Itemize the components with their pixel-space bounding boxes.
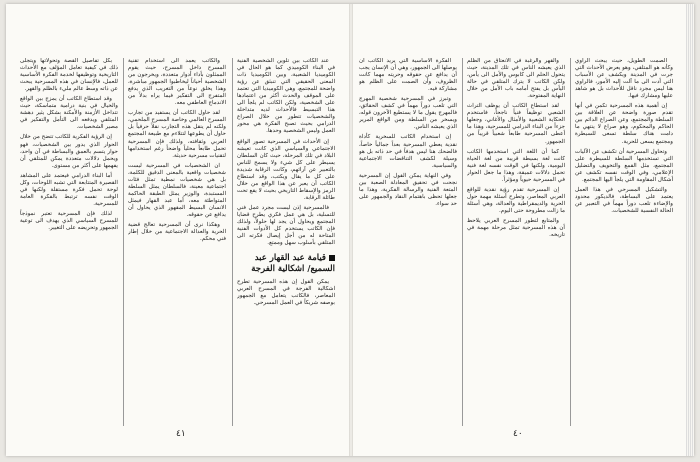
right-page-column-left xyxy=(359,58,457,211)
paragraph: إن الرؤية الفكرية للكاتب تتضح من خلال الحوار الذي يدور بين الشخصيات، فهو حوار يتسم بالعمق والبساطة في آن واحد، ويحمل دلالات متعددة يمكن للمتلقي أن يفهمها على أكثر من مستوى. xyxy=(20,134,118,169)
paragraph: إن استخدام الكاتب للسخرية كأداة نقدية يعطي المسرحية بعداً جمالياً خاصاً، فالضحك هنا ليس هدفاً في حد ذاته بل هو وسيلة لكشف التناقضات الاجتماعية والسياسية. xyxy=(359,134,457,169)
section-title: قيامة عبد القهار عبد السميع/ اشكالية الفرجة xyxy=(251,253,335,275)
paragraph: وهكذا نرى أن المسرحية تعالج قضية الحرية والعدالة الاجتماعية من خلال إطار فني محكم. xyxy=(128,222,226,243)
column-rule xyxy=(123,58,124,426)
page-stack-edge xyxy=(686,4,694,456)
paragraph: أما البناء الدرامي فيعتمد على المشاهد القصيرة المتتابعة التي تشبه اللوحات، وكل لوحة تحمل فكرة مستقلة ولكنها في الوقت نفسه ترتبط بالفكرة العامة للمسرحية. xyxy=(20,172,118,207)
paragraph: الصمت الطويل، حيث يبحث الراوي وكأنه هو المتلقي، وهو يعرض الأحداث التي جرت في المدينة ويكشف عن الأسباب التي أدت الى ما آلت إليه الأمور، فالراوي هنا ليس مجرد ناقل للأحداث بل هو شاهد عليها ومشارك فيها. xyxy=(575,58,673,100)
left-page xyxy=(6,4,349,456)
square-bullet-icon xyxy=(329,255,335,261)
right-page-column-right xyxy=(575,58,673,218)
left-page-column-right xyxy=(237,58,335,310)
column-rule xyxy=(462,58,463,426)
paragraph: والمتابع لتطور المسرح العربي يلاحظ أن هذه المسرحية تمثل مرحلة مهمة في تاريخه. xyxy=(467,217,565,239)
paragraph: وتحاول المسرحية أن تكشف عن الآليات التي تستخدمها السلطة للسيطرة على المجتمع، مثل القمع والتخويف والتضليل الإعلامي، وفي الوقت نفسه تكشف عن أشكال المقاومة التي يلجأ اليها المجتمع. xyxy=(575,148,673,183)
section-heading xyxy=(237,253,335,275)
page-number: ٤١ xyxy=(176,429,186,439)
paragraph: لذلك فإن المسرحية تعتبر نموذجاً للمسرح السياسي الذي يهدف الى توعية الجمهور وتحريضه على التغيير. xyxy=(20,210,118,232)
paragraph: إن المسرحية تقدم رؤية نقدية للواقع العربي المعاصر، وتطرح أسئلة مهمة حول الحرية والديمقراطية والعدالة، وهي أسئلة ما زالت مطروحة حتى اليوم. xyxy=(467,186,565,214)
column-rule xyxy=(570,58,571,426)
left-page-column-left xyxy=(20,58,118,235)
right-page-column-middle xyxy=(467,58,565,242)
paragraph: والكاتب يعمد الى استخدام تقنية المسرح داخل المسرح، حيث يقوم الممثلون بأداء أدوار متعددة، ويخرجون من الشخصية أحياناً ليخاطبوا الجمهور مباشرة، وهذا يخلق نوعاً من التغريب الذي يدفع المتفرج الى التفكير فيما يراه بدلاً من الاندماج العاطفي معه. xyxy=(128,58,226,107)
paragraph: عند الكاتب بين تلوين الشخصية الفنية في البناء الكوميدي كما هو الحال في الكوميديا الشعبية، وبين الكوميديا ذات المعنى الحقيقي التي تنبثق عن رؤية واضحة للمجتمع، وهي الكوميديا التي تعتمد على الموقف والحدث أكثر من اعتمادها على الشخصية، ولكن الكاتب لم يلجأ الى هذا التبسيط فالأحداث لديه متداخلة والشخصيات تتطور من خلال الصراع الدرامي بحيث تصبح الفكرة هي محور العمل وليس الشخصية وحدها. xyxy=(237,58,335,135)
paragraph: إن أهمية هذه المسرحية تكمن في أنها تقدم صورة واضحة عن العلاقة بين السلطة والمجتمع، وعن الصراع الدائم بين الحاكم والمحكوم، وهو صراع لا ينتهي ما دامت هناك سلطة تسعى للسيطرة ومجتمع يسعى للحرية. xyxy=(575,103,673,145)
right-page xyxy=(353,4,686,456)
book-spread xyxy=(6,4,694,456)
paragraph: كما أن اللغة التي استخدمها الكاتب كانت لغة بسيطة قريبة من لغة الحياة اليومية، ولكنها في الوقت نفسه لغة فنية تحمل دلالات عميقة، وهذا ما جعل الحوار في المسرحية حيوياً ومؤثراً. xyxy=(467,148,565,183)
paragraph: الفكرة الأساسية التي يريد الكاتب أن يوصلها الى الجمهور، وهي أن الإنسان يجب أن يدافع عن حقوقه وحريته مهما كانت الظروف، وأن الصمت على الظلم هو مشاركة فيه. xyxy=(359,58,457,93)
paragraph: وفي النهاية يمكن القول إن المسرحية نجحت في تحقيق المعادلة الصعبة بين المتعة الفنية والرسالة الفكرية، وهذا ما جعلها تحظى باهتمام النقاد والجمهور على حد سواء. xyxy=(359,172,457,207)
paragraph: يمكن القول إن هذه المسرحية تطرح اشكالية الفرجة في المسرح العربي المعاصر، فالكاتب يتعامل مع الجمهور بوصفه شريكاً في العمل المسرحي. xyxy=(237,279,335,307)
paragraph: وتبرز في المسرحية شخصية المهرج التي تلعب دوراً مهماً في كشف الحقائق، فالمهرج يقول ما لا يستطيع الآخرون قوله، ويسخر من السلطة ومن الواقع المرير الذي يعيشه الناس. xyxy=(359,96,457,131)
page-number: ٤٠ xyxy=(513,429,523,439)
paragraph: وقد استطاع الكاتب أن يمزج بين الواقع والخيال في بنية درامية متماسكة، حيث تتداخل الأزمنة والأمكنة بشكل يثير دهشة المتلقي ويدفعه الى التأمل والتفكير في مصير الشخصيات. xyxy=(20,96,118,131)
paragraph: فالمسرحية إذن ليست مجرد عمل فني للتسلية، بل هي عمل فكري يطرح قضايا المجتمع ويحاول أن يجد لها حلولاً، ولذلك فإن الكاتب يستخدم كل الأدوات الفنية المتاحة له من أجل إيصال فكرته الى المتلقي بأسلوب سهل وممتع. xyxy=(237,204,335,247)
paragraph: والقهر والرغبة في الانعتاق من الظلم الذي يعيشه الناس في تلك المدينة، حيث يتحول الحلم الى كابوس والأمل الى يأس، ولكن الكاتب لا يترك المتلقي في حالة اليأس بل يفتح أمامه باب الأمل من خلال النهاية المفتوحة. xyxy=(467,58,565,100)
paragraph: لقد حاول الكاتب أن يستفيد من تجارب المسرح العالمي وخاصة المسرح الملحمي، ولكنه لم ينقل هذه التجارب نقلاً حرفياً بل حاول أن يطوعها لتتلاءم مع طبيعة المجتمع العربي وثقافته، ولذلك فإن المسرحية تحمل طابعاً محلياً واضحاً رغم استخدامها لتقنيات مسرحية حديثة. xyxy=(128,110,226,159)
left-page-column-middle xyxy=(128,58,226,246)
column-rule xyxy=(232,58,233,426)
paragraph: إن الأحداث في المسرحية تصور الواقع الاجتماعي والسياسي الذي كانت تعيشه البلاد في تلك المرحلة، حيث كان السلطان يسيطر على كل شيء ولا يسمح للناس بالتعبير عن آرائهم، وكانت الرقابة شديدة على كل ما يقال ويكتب، وقد استطاع الكاتب أن يعبر عن هذا الواقع من خلال الرمز والإسقاط التاريخي بحيث لا يقع تحت طائلة الرقابة. xyxy=(237,138,335,201)
paragraph: بكل تفاصيل القصة وتحولاتها ويتجلى ذلك في كيفية تعامل المؤلف مع الأحداث التاريخية وتوظيفها لخدمة الفكرة الأساسية للعمل، فالإنسان في هذه المسرحية يبحث عن ذاته وسط عالم مليء بالظلم والقهر. xyxy=(20,58,118,93)
paragraph: والتشكيل المسرحي في هذا العمل يعتمد على البساطة، فالديكور محدود والإضاءة تلعب دوراً مهماً في التعبير عن الحالة النفسية للشخصيات. xyxy=(575,186,673,214)
paragraph: ان الشخصيات في المسرحية ليست شخصيات واقعية بالمعنى الدقيق للكلمة، بل هي شخصيات نمطية تمثل فئات اجتماعية معينة، فالسلطان يمثل السلطة المستبدة، والوزير يمثل الطبقة الحاكمة المتواطئة معه، أما عبد القهار فيمثل الانسان البسيط المقهور الذي يحاول أن يدافع عن حقوقه. xyxy=(128,162,226,218)
paragraph: لقد استطاع الكاتب أن يوظف التراث الشعبي توظيفاً فنياً ناجحاً، فاستخدم الحكاية الشعبية والأمثال والأغاني، وجعلها جزءاً من البناء الدرامي للمسرحية، وهذا ما أعطى المسرحية طابعاً شعبياً قريباً من الجمهور. xyxy=(467,103,565,145)
